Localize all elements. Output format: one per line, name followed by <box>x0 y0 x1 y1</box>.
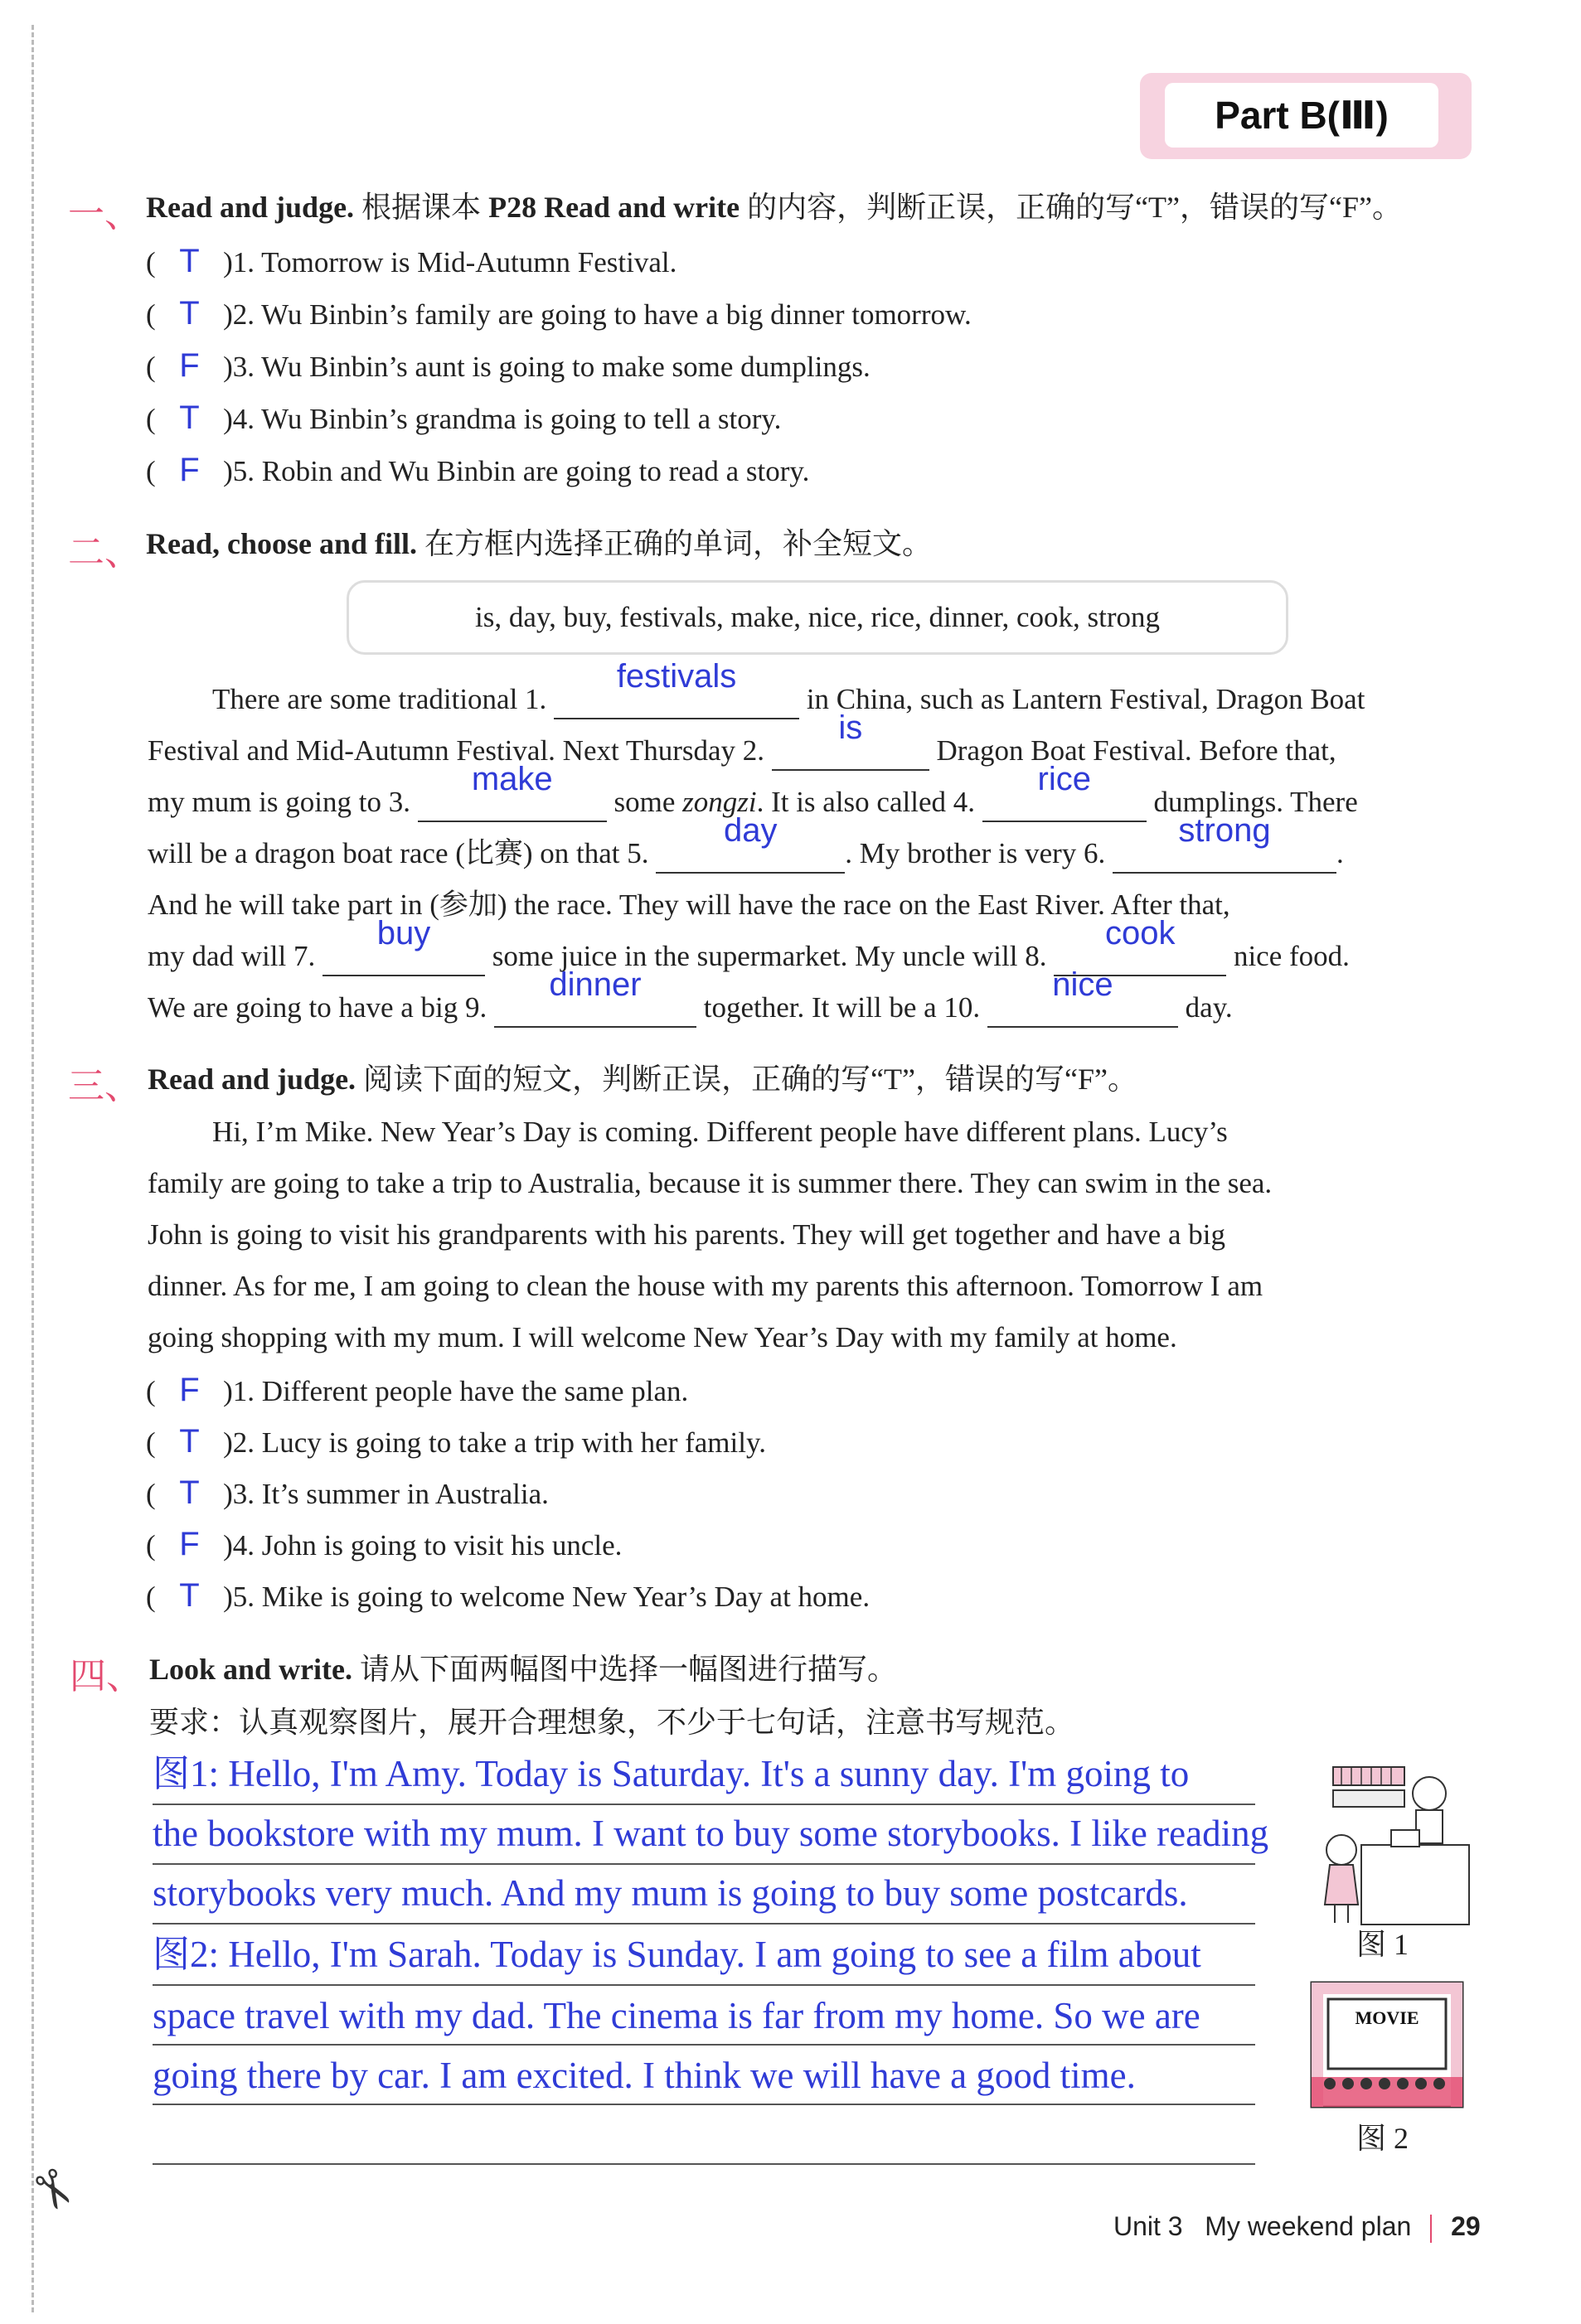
s3-passage-1: Hi, I’m Mike. New Year’s Day is coming. Different people have different plans. Lucy’s <box>212 1116 1228 1148</box>
section2-instruction: 在方框内选择正确的单词，补全短文。 <box>424 527 933 560</box>
s3-item-5: ( T )5. Mike is going to welcome New Year’s Day at home. <box>146 1575 870 1616</box>
blank-9-answer: dinner <box>549 966 642 1003</box>
s3-answer-4: F <box>179 1526 200 1562</box>
blank-8-answer: cook <box>1104 915 1176 951</box>
blank-1-answer: festivals <box>616 658 737 695</box>
section1-number: 一、 <box>68 193 141 235</box>
word-box: is, day, buy, festivals, make, nice, rice, dinner, cook, strong <box>347 580 1288 655</box>
s3-text-1: )1. Different people have the same plan. <box>223 1375 689 1407</box>
page-number: 29 <box>1451 2211 1481 2241</box>
s3-answer-1: F <box>179 1372 200 1408</box>
s2-text: nice food. <box>1233 940 1350 972</box>
s1-answer-3: F <box>179 347 200 384</box>
s3-answer-5: T <box>179 1577 200 1614</box>
s2-text: . <box>1336 837 1344 869</box>
writing-rule <box>153 1984 1255 1986</box>
s3-text-4: )4. John is going to visit his uncle. <box>223 1529 623 1561</box>
section4-title <box>149 1649 897 1689</box>
blank-1[interactable] <box>554 658 799 719</box>
s2-line-4 <box>148 812 1344 874</box>
s1-text-3: )3. Wu Binbin’s aunt is going to make some dumplings. <box>223 351 871 383</box>
s2-text: will be a dragon boat race (比赛) on that 5. <box>148 837 649 869</box>
s1-answer-1: T <box>179 243 200 279</box>
s3-passage-4: dinner. As for me, I am going to clean the house with my parents this afternoon. Tomorrow I am <box>148 1270 1263 1302</box>
s2-text: some <box>613 786 676 818</box>
s2-text: . My brother is very 6. <box>845 837 1106 869</box>
s3-item-4: ( F )4. John is going to visit his uncle. <box>146 1523 622 1565</box>
s2-text: There are some traditional 1. <box>212 683 547 715</box>
s2-text: day. <box>1185 991 1233 1024</box>
s1-answer-4: T <box>179 399 200 436</box>
blank-10-answer: nice <box>1052 966 1113 1003</box>
writing-line-2: the bookstore with my mum. I want to buy some storybooks. I like reading <box>153 1813 1269 1854</box>
section1-instruction-a: 根据课本 <box>361 191 482 224</box>
s3-text-3: )3. It’s summer in Australia. <box>223 1478 549 1510</box>
blank-7[interactable] <box>323 915 485 976</box>
writing-line-5: space travel with my dad. The cinema is far from my home. So we are <box>153 1995 1200 2036</box>
s1-answer-2: T <box>179 295 200 332</box>
blank-3[interactable] <box>418 761 607 822</box>
s1-answer-5: F <box>179 452 200 488</box>
s1-item-3: ( F )3. Wu Binbin’s aunt is going to make some dumplings. <box>146 345 871 386</box>
page-footer <box>1113 2211 1481 2243</box>
s2-text: my dad will 7. <box>148 940 316 972</box>
section2-title <box>146 524 932 564</box>
s3-item-1: ( F )1. Different people have the same plan. <box>146 1369 688 1411</box>
section4-number: 四、 <box>70 1655 143 1697</box>
writing-line-3: storybooks very much. And my mum is going to buy some postcards. <box>153 1872 1188 1914</box>
section1-instruction-b: P28 Read and write <box>488 191 740 224</box>
scissors-icon: ✂ <box>16 2156 90 2225</box>
s2-text: together. It will be a 10. <box>703 991 981 1024</box>
footer-unit: Unit 3 <box>1113 2211 1183 2241</box>
blank-5[interactable] <box>656 812 845 874</box>
cut-line <box>32 25 34 2312</box>
figure-2-caption: 图 2 <box>1356 2122 1409 2155</box>
writing-rule <box>153 1863 1255 1865</box>
s3-passage-3: John is going to visit his grandparents with his parents. They will get together and have a big <box>148 1218 1225 1251</box>
blank-2[interactable] <box>772 709 929 771</box>
s3-answer-2: T <box>179 1423 200 1460</box>
writing-rule <box>153 2104 1255 2105</box>
writing-rule <box>153 2163 1255 2165</box>
s1-text-1: )1. Tomorrow is Mid-Autumn Festival. <box>223 246 677 278</box>
s2-text: in China, such as Lantern Festival, Dragon Boat <box>806 683 1365 715</box>
s3-passage-5: going shopping with my mum. I will welcome New Year’s Day with my family at home. <box>148 1321 1177 1353</box>
blank-9[interactable] <box>494 966 696 1028</box>
writing-line-6: going there by car. I am excited. I think we will have a good time. <box>153 2055 1136 2096</box>
section3-title <box>148 1059 1137 1099</box>
s3-text-2: )2. Lucy is going to take a trip with her family. <box>223 1426 766 1459</box>
s2-line-5: And he will take part in (参加) the race. They will have the race on the East River. After that, <box>148 888 1230 921</box>
section2-number: 二、 <box>68 531 141 574</box>
writing-rule <box>153 2044 1255 2046</box>
writing-line-1: 图1: Hello, I'm Amy. Today is Saturday. It's a sunny day. I'm going to <box>153 1753 1190 1794</box>
blank-4-answer: rice <box>1037 761 1091 797</box>
blank-5-answer: day <box>724 812 778 849</box>
s3-item-3: ( T )3. It’s summer in Australia. <box>146 1472 549 1513</box>
s2-text: . It is also called 4. <box>756 786 975 818</box>
section3-number: 三、 <box>68 1065 141 1107</box>
footer-separator <box>1430 2215 1432 2243</box>
section1-title-en: Read and judge. <box>146 191 355 224</box>
section4-requirement: 要求：认真观察图片，展开合理想象，不少于七句话，注意书写规范。 <box>149 1706 1075 1739</box>
section2-title-en: Read, choose and fill. <box>146 527 418 560</box>
s3-text-5: )5. Mike is going to welcome New Year’s Day at home. <box>223 1581 871 1613</box>
blank-6[interactable] <box>1113 812 1336 874</box>
s2-italic: zongzi <box>682 786 757 818</box>
s1-item-1: ( T )1. Tomorrow is Mid-Autumn Festival. <box>146 240 677 282</box>
section4-title-en: Look and write. <box>149 1653 353 1686</box>
s2-line-7 <box>148 966 1233 1028</box>
part-label: Part B(Ⅲ) <box>1165 83 1438 148</box>
blank-7-answer: buy <box>376 915 431 951</box>
section3-title-en: Read and judge. <box>148 1063 356 1096</box>
s1-text-4: )4. Wu Binbin’s grandma is going to tell a story. <box>223 403 782 435</box>
s1-text-2: )2. Wu Binbin’s family are going to have a big dinner tomorrow. <box>223 298 972 331</box>
section1-title <box>146 187 1402 227</box>
writing-line-4: 图2: Hello, I'm Sarah. Today is Sunday. I am going to see a film about <box>153 1934 1201 1975</box>
writing-rule <box>153 1923 1255 1925</box>
blank-10[interactable] <box>987 966 1178 1028</box>
footer-title: My weekend plan <box>1205 2211 1412 2241</box>
cinema-illustration <box>1310 1981 1464 2112</box>
s3-passage-2: family are going to take a trip to Australia, because it is summer there. They can swim in the sea. <box>148 1167 1273 1199</box>
s1-item-4: ( T )4. Wu Binbin’s grandma is going to tell a story. <box>146 397 781 438</box>
s3-answer-3: T <box>179 1474 200 1511</box>
s2-text: dumplings. There <box>1153 786 1358 818</box>
s1-item-2: ( T )2. Wu Binbin’s family are going to have a big dinner tomorrow. <box>146 293 972 334</box>
blank-2-answer: is <box>838 709 863 746</box>
blank-3-answer: make <box>471 761 553 797</box>
s2-text: We are going to have a big 9. <box>148 991 487 1024</box>
s2-text: some juice in the supermarket. My uncle will 8. <box>492 940 1047 972</box>
writing-rule <box>153 1804 1255 1805</box>
s2-line-2 <box>148 709 1336 771</box>
section1-instruction-c: 的内容，判断正误，正确的写“T”，错误的写“F”。 <box>747 191 1402 224</box>
s1-item-5: ( F )5. Robin and Wu Binbin are going to read a story. <box>146 449 809 491</box>
s1-text-5: )5. Robin and Wu Binbin are going to read a story. <box>223 455 810 487</box>
movie-sign: MOVIE <box>1355 2007 1419 2028</box>
s2-text: Festival and Mid-Autumn Festival. Next Thursday 2. <box>148 734 765 767</box>
bookstore-illustration <box>1312 1764 1474 1929</box>
figure-1-caption: 图 1 <box>1356 1928 1409 1961</box>
section4-instruction: 请从下面两幅图中选择一幅图进行描写。 <box>360 1653 898 1686</box>
s2-text: my mum is going to 3. <box>148 786 410 818</box>
s2-text: Dragon Boat Festival. Before that, <box>936 734 1336 767</box>
section3-instruction: 阅读下面的短文，判断正误，正确的写“T”，错误的写“F”。 <box>363 1063 1137 1096</box>
blank-6-answer: strong <box>1178 812 1271 849</box>
s3-item-2: ( T )2. Lucy is going to take a trip with her family. <box>146 1421 766 1462</box>
